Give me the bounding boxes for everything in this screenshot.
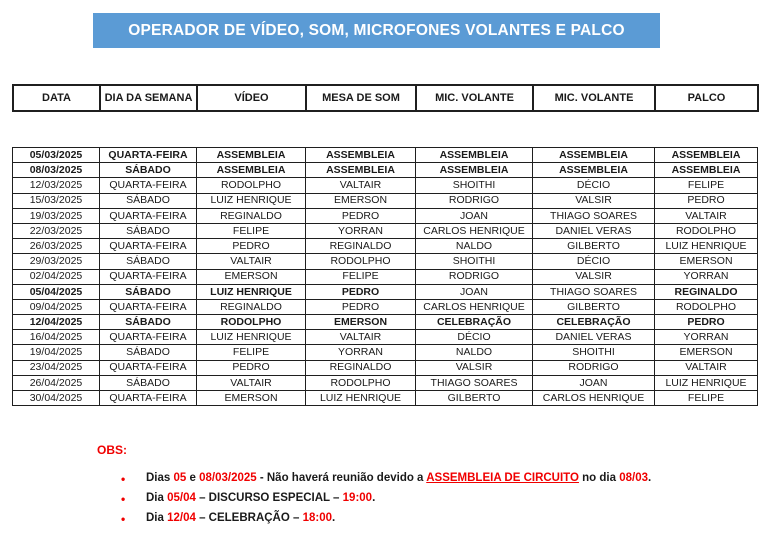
schedule-cell: ASSEMBLEIA — [306, 148, 416, 163]
schedule-cell: JOAN — [533, 375, 655, 390]
schedule-cell: SHOITHI — [416, 254, 533, 269]
schedule-cell: QUARTA-FEIRA — [100, 299, 197, 314]
schedule-cell: DÉCIO — [533, 178, 655, 193]
schedule-cell: 02/04/2025 — [13, 269, 100, 284]
table-row — [13, 315, 758, 330]
schedule-cell: 19/04/2025 — [13, 345, 100, 360]
schedule-cell: PEDRO — [306, 299, 416, 314]
schedule-cell: 26/03/2025 — [13, 239, 100, 254]
schedule-cell: LUIZ HENRIQUE — [197, 284, 306, 299]
schedule-cell: 08/03/2025 — [13, 163, 100, 178]
obs-note-highlight-underlined: ASSEMBLEIA DE CIRCUITO — [426, 472, 579, 484]
schedule-cell: 22/03/2025 — [13, 223, 100, 238]
schedule-cell: PEDRO — [655, 193, 758, 208]
schedule-cell: VALTAIR — [655, 360, 758, 375]
schedule-cell: VALSIR — [533, 193, 655, 208]
obs-notes-list — [97, 472, 717, 524]
schedule-cell: FELIPE — [197, 345, 306, 360]
schedule-cell: VALTAIR — [197, 254, 306, 269]
obs-note-text: Dias — [146, 472, 174, 484]
title-bar — [93, 13, 660, 48]
schedule-cell: CARLOS HENRIQUE — [533, 391, 655, 406]
schedule-cell: FELIPE — [306, 269, 416, 284]
schedule-cell: EMERSON — [306, 193, 416, 208]
schedule-cell: SHOITHI — [416, 178, 533, 193]
schedule-cell: FELIPE — [197, 223, 306, 238]
schedule-cell: EMERSON — [197, 269, 306, 284]
schedule-cell: VALTAIR — [306, 330, 416, 345]
schedule-cell: LUIZ HENRIQUE — [306, 391, 416, 406]
schedule-cell: ASSEMBLEIA — [197, 148, 306, 163]
obs-label: OBS: — [97, 443, 127, 457]
schedule-cell: SÁBADO — [100, 254, 197, 269]
column-header-palco: PALCO — [655, 85, 758, 111]
schedule-cell: GILBERTO — [533, 299, 655, 314]
schedule-cell: 29/03/2025 — [13, 254, 100, 269]
obs-note-text: – DISCURSO ESPECIAL – — [195, 492, 343, 504]
schedule-cell: DANIEL VERAS — [533, 223, 655, 238]
schedule-cell: ASSEMBLEIA — [416, 163, 533, 178]
schedule-cell: YORRAN — [306, 223, 416, 238]
schedule-cell: ASSEMBLEIA — [306, 163, 416, 178]
schedule-header-table — [12, 84, 759, 112]
column-header-data: DATA — [13, 85, 100, 111]
obs-section — [97, 443, 717, 532]
obs-note — [146, 492, 717, 504]
schedule-cell: REGINALDO — [306, 360, 416, 375]
schedule-cell: 30/04/2025 — [13, 391, 100, 406]
schedule-cell: REGINALDO — [197, 299, 306, 314]
table-row — [13, 345, 758, 360]
obs-note-highlight: 19:00 — [342, 492, 373, 504]
schedule-cell: FELIPE — [655, 178, 758, 193]
schedule-cell: CELEBRAÇÃO — [533, 315, 655, 330]
schedule-cell: THIAGO SOARES — [533, 208, 655, 223]
schedule-cell: EMERSON — [306, 315, 416, 330]
schedule-cell: NALDO — [416, 239, 533, 254]
schedule-cell: SÁBADO — [100, 375, 197, 390]
schedule-cell: REGINALDO — [197, 208, 306, 223]
schedule-cell: DÉCIO — [533, 254, 655, 269]
schedule-cell: SHOITHI — [533, 345, 655, 360]
schedule-cell: JOAN — [416, 208, 533, 223]
obs-note-highlight: 05 — [173, 472, 187, 484]
schedule-cell: QUARTA-FEIRA — [100, 148, 197, 163]
schedule-cell: 15/03/2025 — [13, 193, 100, 208]
schedule-cell: SÁBADO — [100, 193, 197, 208]
table-row — [13, 239, 758, 254]
schedule-cell: QUARTA-FEIRA — [100, 178, 197, 193]
obs-note-text: e — [186, 472, 200, 484]
schedule-cell: VALTAIR — [197, 375, 306, 390]
obs-note-highlight: 12/04 — [167, 512, 196, 524]
schedule-cell: RODOLPHO — [197, 315, 306, 330]
schedule-cell: SÁBADO — [100, 284, 197, 299]
obs-note-text: . — [332, 512, 336, 524]
page-title: OPERADOR DE VÍDEO, SOM, MICROFONES VOLANTES E PALCO — [128, 21, 625, 39]
table-row — [13, 375, 758, 390]
schedule-cell: YORRAN — [306, 345, 416, 360]
table-row — [13, 360, 758, 375]
column-header-video: VÍDEO — [197, 85, 306, 111]
schedule-cell: ASSEMBLEIA — [197, 163, 306, 178]
schedule-cell: YORRAN — [655, 330, 758, 345]
obs-note-text: Dia — [146, 512, 168, 524]
obs-note-text: Dia — [146, 492, 168, 504]
column-header-mic-volante-1: MIC. VOLANTE — [416, 85, 533, 111]
schedule-cell: RODRIGO — [416, 193, 533, 208]
schedule-cell: PEDRO — [306, 284, 416, 299]
schedule-cell: PEDRO — [197, 360, 306, 375]
table-row — [13, 223, 758, 238]
table-row — [13, 148, 758, 163]
schedule-cell: QUARTA-FEIRA — [100, 239, 197, 254]
table-row — [13, 193, 758, 208]
schedule-cell: JOAN — [416, 284, 533, 299]
schedule-cell: SÁBADO — [100, 163, 197, 178]
schedule-cell: GILBERTO — [533, 239, 655, 254]
schedule-cell: QUARTA-FEIRA — [100, 208, 197, 223]
schedule-cell: ASSEMBLEIA — [533, 163, 655, 178]
schedule-cell: EMERSON — [197, 391, 306, 406]
obs-note-highlight: 18:00 — [302, 512, 333, 524]
schedule-cell: 23/04/2025 — [13, 360, 100, 375]
schedule-cell: VALSIR — [416, 360, 533, 375]
schedule-cell: LUIZ HENRIQUE — [655, 375, 758, 390]
table-row — [13, 178, 758, 193]
schedule-cell: ASSEMBLEIA — [533, 148, 655, 163]
table-row — [13, 269, 758, 284]
schedule-cell: ASSEMBLEIA — [655, 148, 758, 163]
obs-note-text: – CELEBRAÇÃO – — [195, 512, 303, 524]
schedule-cell: THIAGO SOARES — [533, 284, 655, 299]
table-row — [13, 330, 758, 345]
schedule-cell: 19/03/2025 — [13, 208, 100, 223]
obs-note-text: - Não haverá reunião devido a — [256, 472, 427, 484]
schedule-cell: EMERSON — [655, 254, 758, 269]
table-row — [13, 163, 758, 178]
schedule-cell: YORRAN — [655, 269, 758, 284]
schedule-cell: VALTAIR — [306, 178, 416, 193]
obs-note-highlight: 08/03/2025 — [199, 472, 257, 484]
schedule-cell: RODOLPHO — [306, 254, 416, 269]
schedule-cell: 26/04/2025 — [13, 375, 100, 390]
table-row — [13, 391, 758, 406]
schedule-cell: ASSEMBLEIA — [416, 148, 533, 163]
schedule-cell: RODOLPHO — [197, 178, 306, 193]
schedule-cell: DÉCIO — [416, 330, 533, 345]
schedule-cell: THIAGO SOARES — [416, 375, 533, 390]
schedule-cell: SÁBADO — [100, 223, 197, 238]
schedule-cell: CARLOS HENRIQUE — [416, 299, 533, 314]
schedule-cell: RODRIGO — [416, 269, 533, 284]
schedule-cell: EMERSON — [655, 345, 758, 360]
column-header-mic-volante-2: MIC. VOLANTE — [533, 85, 655, 111]
schedule-cell: REGINALDO — [306, 239, 416, 254]
schedule-cell: RODOLPHO — [655, 299, 758, 314]
schedule-cell: RODRIGO — [533, 360, 655, 375]
schedule-cell: 16/04/2025 — [13, 330, 100, 345]
schedule-cell: ASSEMBLEIA — [655, 163, 758, 178]
schedule-cell: LUIZ HENRIQUE — [655, 239, 758, 254]
obs-note-highlight: 05/04 — [167, 492, 196, 504]
schedule-cell: FELIPE — [655, 391, 758, 406]
obs-note — [146, 512, 717, 524]
schedule-cell: PEDRO — [197, 239, 306, 254]
schedule-cell: 09/04/2025 — [13, 299, 100, 314]
schedule-cell: QUARTA-FEIRA — [100, 330, 197, 345]
table-row — [13, 208, 758, 223]
obs-note — [146, 472, 717, 484]
schedule-cell: RODOLPHO — [655, 223, 758, 238]
header-row — [13, 85, 758, 111]
schedule-cell: PEDRO — [306, 208, 416, 223]
schedule-cell: LUIZ HENRIQUE — [197, 330, 306, 345]
table-row — [13, 254, 758, 269]
schedule-cell: RODOLPHO — [306, 375, 416, 390]
schedule-cell: QUARTA-FEIRA — [100, 269, 197, 284]
schedule-cell: CELEBRAÇÃO — [416, 315, 533, 330]
schedule-cell: 12/04/2025 — [13, 315, 100, 330]
schedule-cell: DANIEL VERAS — [533, 330, 655, 345]
schedule-cell: LUIZ HENRIQUE — [197, 193, 306, 208]
schedule-cell: QUARTA-FEIRA — [100, 391, 197, 406]
obs-note-text: . — [372, 492, 376, 504]
schedule-cell: 12/03/2025 — [13, 178, 100, 193]
schedule-cell: VALTAIR — [655, 208, 758, 223]
schedule-cell: 05/03/2025 — [13, 148, 100, 163]
schedule-cell: REGINALDO — [655, 284, 758, 299]
table-row — [13, 284, 758, 299]
schedule-cell: QUARTA-FEIRA — [100, 360, 197, 375]
schedule-cell: GILBERTO — [416, 391, 533, 406]
schedule-cell: VALSIR — [533, 269, 655, 284]
schedule-cell: NALDO — [416, 345, 533, 360]
table-row — [13, 299, 758, 314]
schedule-cell: 05/04/2025 — [13, 284, 100, 299]
obs-note-text: no dia — [578, 472, 620, 484]
schedule-cell: PEDRO — [655, 315, 758, 330]
schedule-cell: CARLOS HENRIQUE — [416, 223, 533, 238]
column-header-dia-da-semana: DIA DA SEMANA — [100, 85, 197, 111]
column-header-mesa-de-som: MESA DE SOM — [306, 85, 416, 111]
obs-note-highlight: 08/03 — [619, 472, 648, 484]
schedule-table — [12, 147, 758, 406]
obs-note-text: . — [647, 472, 652, 484]
schedule-cell: SÁBADO — [100, 345, 197, 360]
schedule-cell: SÁBADO — [100, 315, 197, 330]
